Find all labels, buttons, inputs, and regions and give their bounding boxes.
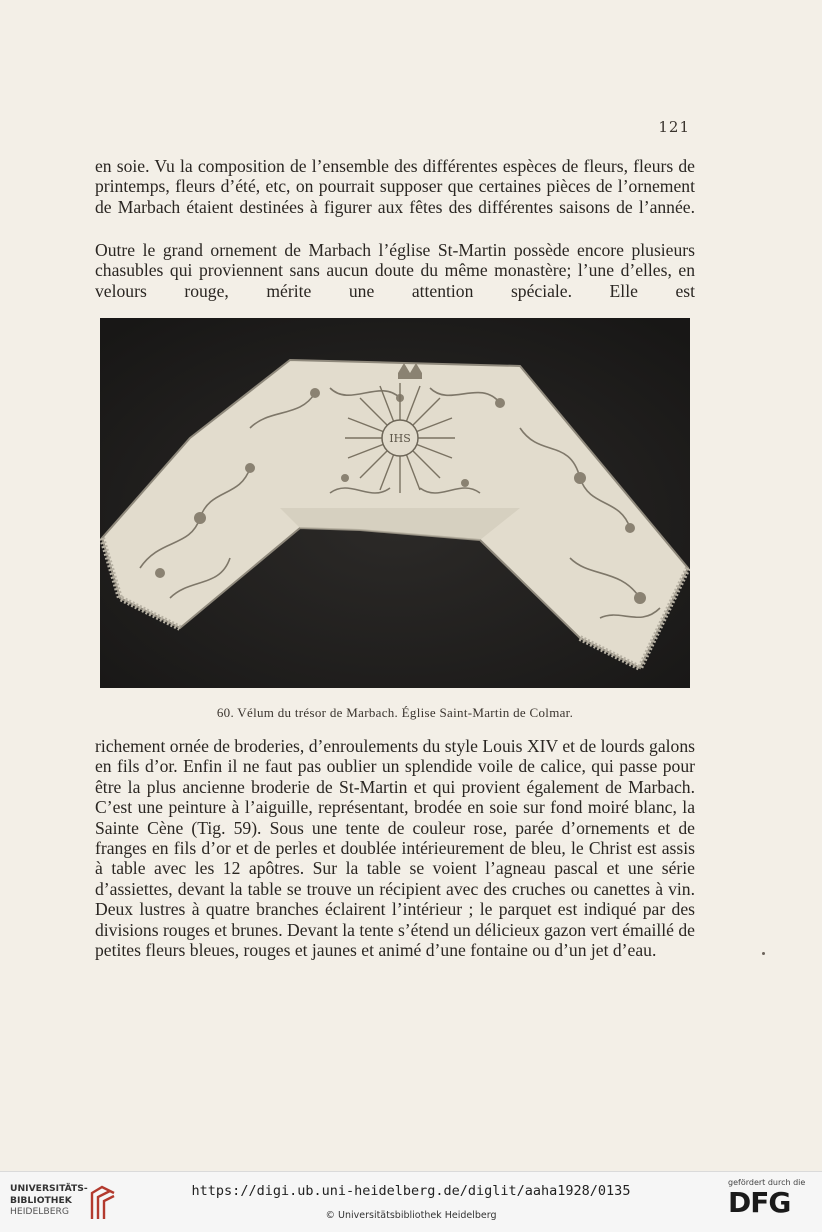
velum-illustration — [100, 318, 690, 688]
paragraph-3: richement ornée de broderies, d’enroulements du style Louis XIV et de lourds galons en fils d’or. Enfin il ne faut pas oublier un splendide voile de calice, qui passe pour être la plus ancienne broderie de St-Martin et qui provient également de Marbach. C’est une peinture à l’aiguille, représentant, brodée en soie sur fond moiré blanc, la Sainte Cène (Tig. 59). Sous une tente de couleur rose, parée d’ornements et de franges en fils d’or et de perles et doublée intérieurement de bleu, le Christ est assis à table avec les 12 apôtres. Sur la table se voient l’agneau pascal et une série d’assiettes, devant la table se trouve un récipient avec des cruches ou canettes à vin. Deux lustres à quatre branches éclairent l’intérieur ; le parquet est indiqué par des divisions rouges et brunes. Devant la tente s’étend un délicieux gazon vert émaillé de petites fleurs bleues, rouges et jaunes et animé d’une fontaine ou d’un jet d’eau. — [95, 736, 695, 961]
funder-block[interactable] — [728, 1178, 808, 1217]
viewer-footer — [0, 1171, 822, 1232]
paragraph-2: Outre le grand ornement de Marbach l’église St-Martin possède encore plusieurs chasubles qui proviennent sans aucun doute du même monastère; l’une d’elles, en velours rouge, mérite une attention spéciale. Elle est — [95, 240, 695, 301]
library-line-1: UNIVERSITÄTS- — [10, 1183, 88, 1194]
page-url-link[interactable]: https://digi.ub.uni-heidelberg.de/diglit/aaha1928/0135 — [191, 1183, 631, 1199]
paragraph-1: en soie. Vu la composition de l’ensemble des différentes espèces de fleurs, fleurs de printemps, fleurs d’été, etc, on pourrait supposer que certaines pièces de l’ornement de Marbach étaient destinées à figurer aux fêtes des différentes saisons de l’année. — [95, 156, 695, 217]
paper-speck — [762, 952, 765, 955]
figure-photo-velum — [100, 318, 690, 688]
funder-note: gefördert durch die — [728, 1178, 806, 1187]
dfg-logo: DFG — [728, 1186, 791, 1219]
page-number: 121 — [658, 118, 690, 136]
copyright-notice: © Universitätsbibliothek Heidelberg — [325, 1210, 497, 1221]
figure-caption: 60. Vélum du trésor de Marbach. Église Saint-Martin de Colmar. — [216, 705, 574, 720]
library-line-3: HEIDELBERG — [10, 1206, 70, 1217]
sunburst-monogram — [345, 383, 455, 493]
monogram-text: IHS — [389, 432, 411, 445]
library-line-2: BIBLIOTHEK — [10, 1194, 72, 1206]
